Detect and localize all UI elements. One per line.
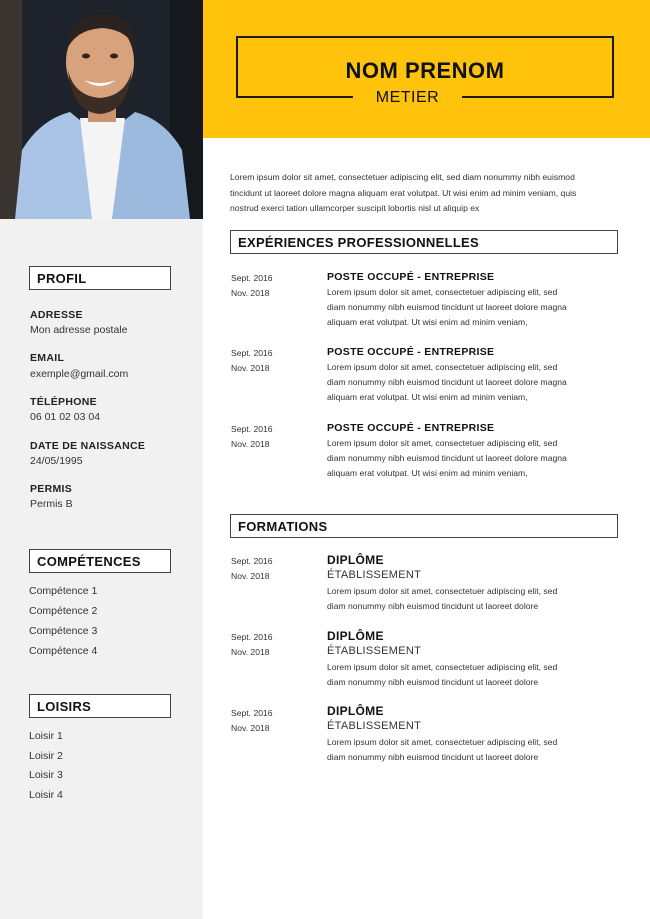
job-title: METIER xyxy=(353,88,462,108)
birthdate-value: 24/05/1995 xyxy=(30,455,83,467)
experience-description: Lorem ipsum dolor sit amet, consectetuer adipiscing elit, sed diam nonummy nibh euismod tincidunt ut laoreet dolore magna aliquam erat volutpat. Ut wisi enim ad minim veniam, xyxy=(327,438,567,478)
license-label: PERMIS xyxy=(30,483,73,495)
education-heading xyxy=(230,514,618,538)
experience-dates xyxy=(231,346,273,376)
skill-item: Compétence 1 xyxy=(29,585,98,597)
header-band xyxy=(203,0,650,138)
profile-heading-label: PROFIL xyxy=(37,270,87,286)
hobbies-heading-label: LOISIRS xyxy=(37,698,92,714)
school-name: ÉTABLISSEMENT xyxy=(327,569,422,581)
hobbies-heading xyxy=(29,694,171,718)
school-name: ÉTABLISSEMENT xyxy=(327,720,422,732)
experience-description: Lorem ipsum dolor sit amet, consectetuer adipiscing elit, sed diam nonummy nibh euismod tincidunt ut laoreet dolore magna aliquam erat volutpat. Ut wisi enim ad minim veniam, xyxy=(327,287,567,327)
education-dates xyxy=(231,630,273,660)
education-dates xyxy=(231,554,273,584)
experience-end-date: Nov. 2018 xyxy=(231,363,270,373)
experience-title: POSTE OCCUPÉ - ENTREPRISE xyxy=(327,346,495,358)
person-portrait-image xyxy=(0,0,203,219)
license-value: Permis B xyxy=(30,498,73,510)
experience-heading-label: EXPÉRIENCES PROFESSIONNELLES xyxy=(238,234,480,250)
education-start-date: Sept. 2016 xyxy=(231,708,273,718)
phone-value: 06 01 02 03 04 xyxy=(30,411,101,423)
education-start-date: Sept. 2016 xyxy=(231,556,273,566)
education-description: Lorem ipsum dolor sit amet, consectetuer adipiscing elit, sed diam nonummy nibh euismod tincidunt ut laoreet dolore xyxy=(327,737,558,762)
address-value: Mon adresse postale xyxy=(30,324,128,336)
full-name: NOM PRENOM xyxy=(345,58,505,83)
experience-start-date: Sept. 2016 xyxy=(231,273,273,283)
profile-photo xyxy=(0,0,203,219)
experience-end-date: Nov. 2018 xyxy=(231,439,270,449)
hobby-item: Loisir 4 xyxy=(29,789,63,801)
email-value: exemple@gmail.com xyxy=(30,368,129,380)
profile-heading xyxy=(29,266,171,290)
experience-dates xyxy=(231,271,273,301)
education-end-date: Nov. 2018 xyxy=(231,571,270,581)
education-end-date: Nov. 2018 xyxy=(231,647,270,657)
skill-item: Compétence 2 xyxy=(29,605,98,617)
hobby-item: Loisir 3 xyxy=(29,769,63,781)
phone-label: TÉLÉPHONE xyxy=(30,396,97,408)
hobby-item: Loisir 1 xyxy=(29,730,63,742)
skills-heading-label: COMPÉTENCES xyxy=(37,553,141,569)
intro-text: Lorem ipsum dolor sit amet, consectetuer adipiscing elit, sed diam nonummy nibh euismod tincidunt ut laoreet dolore magna aliquam erat volutpat. Ut wisi enim ad minim veniam, quis nostrud exerci tation ullamcorper suscipit lobortis nisl ut aliquip ex xyxy=(230,172,577,213)
diploma-title: DIPLÔME xyxy=(327,629,384,643)
experience-start-date: Sept. 2016 xyxy=(231,348,273,358)
hobby-item: Loisir 2 xyxy=(29,750,63,762)
diploma-title: DIPLÔME xyxy=(327,553,384,567)
experience-title: POSTE OCCUPÉ - ENTREPRISE xyxy=(327,271,495,283)
diploma-title: DIPLÔME xyxy=(327,704,384,718)
address-label: ADRESSE xyxy=(30,309,83,321)
experience-end-date: Nov. 2018 xyxy=(231,288,270,298)
experience-description: Lorem ipsum dolor sit amet, consectetuer adipiscing elit, sed diam nonummy nibh euismod tincidunt ut laoreet dolore magna aliquam erat volutpat. Ut wisi enim ad minim veniam, xyxy=(327,362,567,402)
experience-start-date: Sept. 2016 xyxy=(231,424,273,434)
school-name: ÉTABLISSEMENT xyxy=(327,645,422,657)
skills-heading xyxy=(29,549,171,573)
experience-dates xyxy=(231,422,273,452)
experience-title: POSTE OCCUPÉ - ENTREPRISE xyxy=(327,422,495,434)
skill-item: Compétence 3 xyxy=(29,625,98,637)
education-description: Lorem ipsum dolor sit amet, consectetuer adipiscing elit, sed diam nonummy nibh euismod tincidunt ut laoreet dolore xyxy=(327,586,558,611)
experience-heading xyxy=(230,230,618,254)
education-dates xyxy=(231,706,273,736)
education-heading-label: FORMATIONS xyxy=(238,518,328,534)
email-label: EMAIL xyxy=(30,352,65,364)
birthdate-label: DATE DE NAISSANCE xyxy=(30,440,146,452)
education-end-date: Nov. 2018 xyxy=(231,723,270,733)
skill-item: Compétence 4 xyxy=(29,645,98,657)
education-description: Lorem ipsum dolor sit amet, consectetuer adipiscing elit, sed diam nonummy nibh euismod tincidunt ut laoreet dolore xyxy=(327,662,558,687)
education-start-date: Sept. 2016 xyxy=(231,632,273,642)
